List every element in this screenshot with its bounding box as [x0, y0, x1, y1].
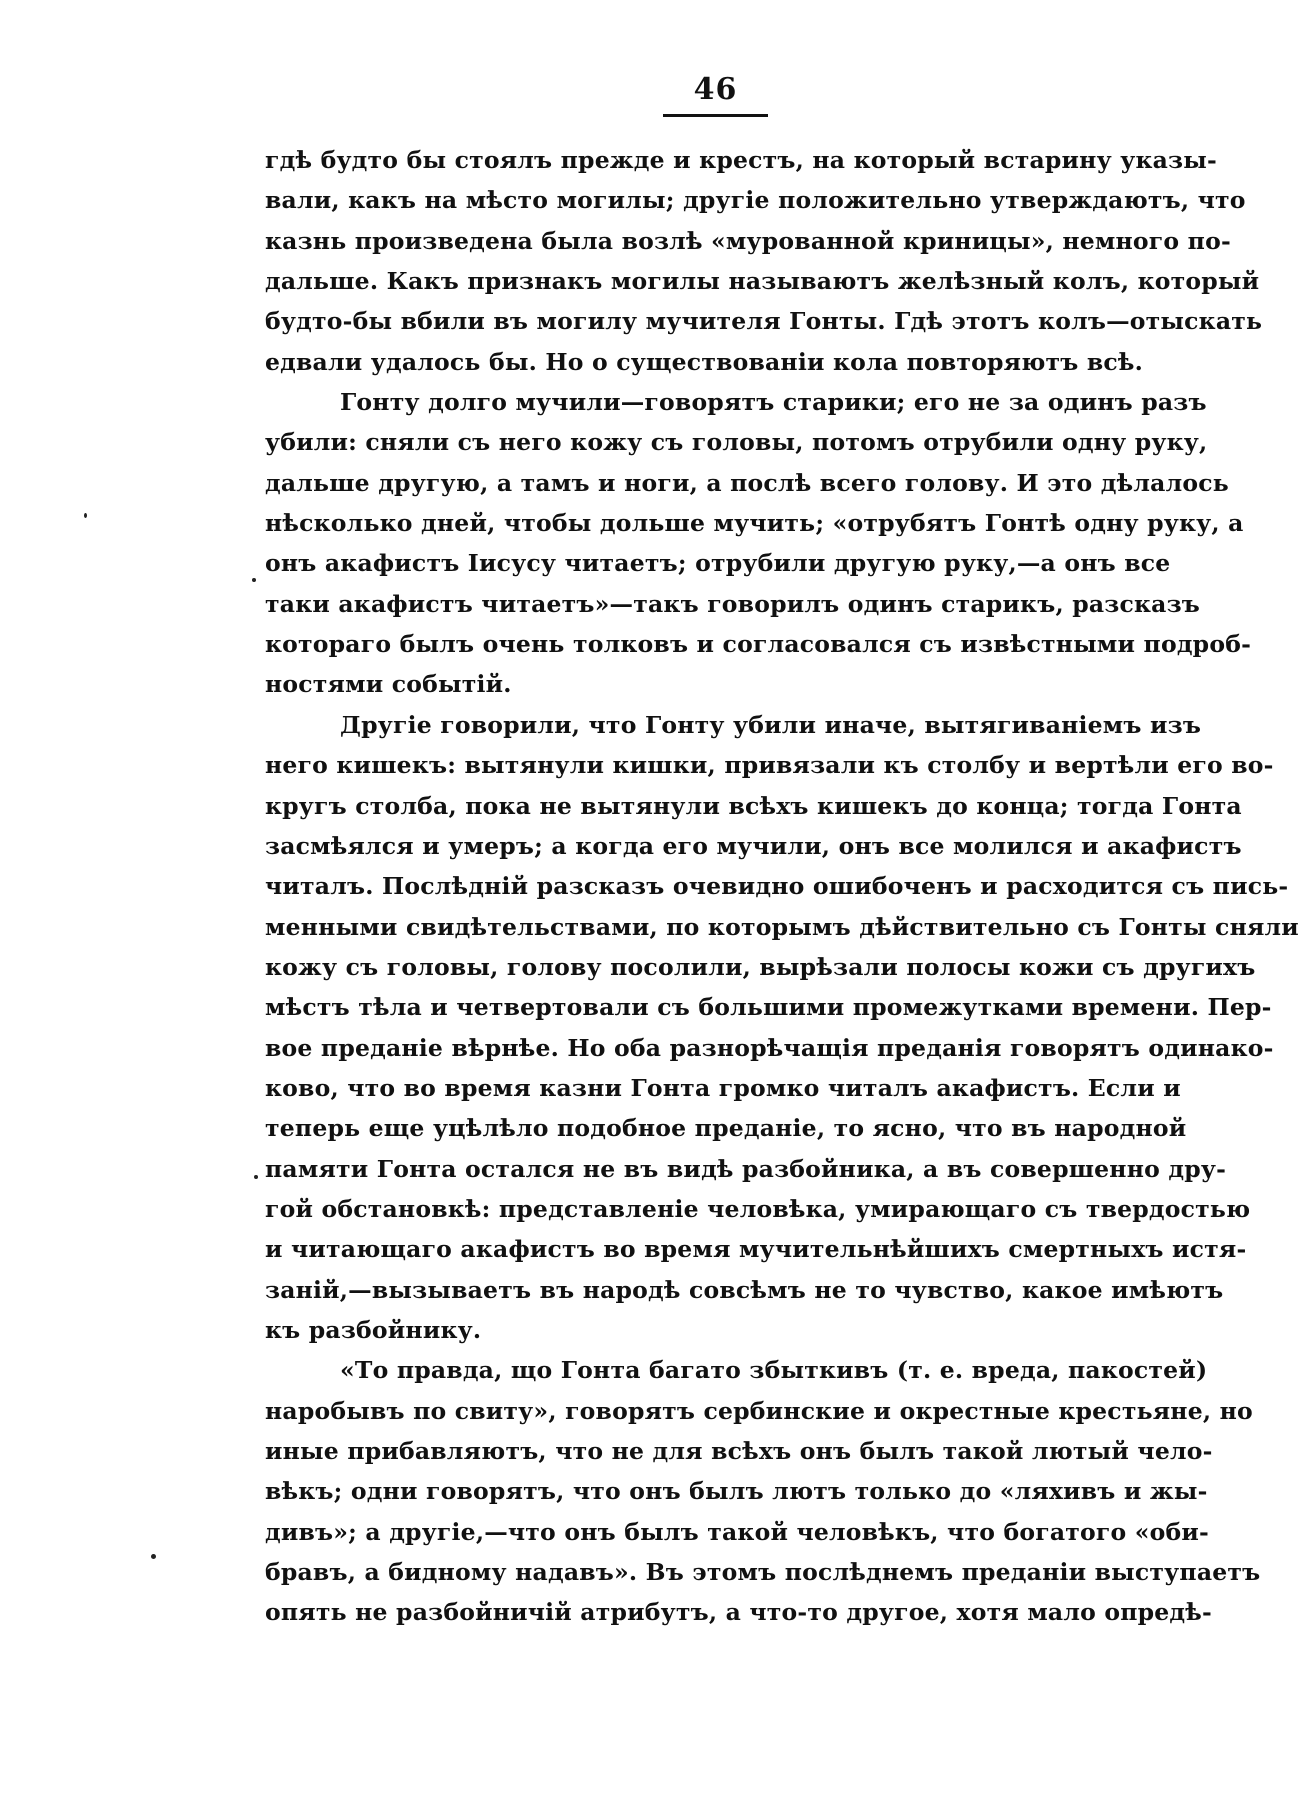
- text-line: бравъ, а бидному надавъ». Въ этомъ послѣднемъ преданіи выступаетъ: [265, 1558, 1261, 1587]
- text-line: заній,—вызываетъ въ народѣ совсѣмъ не то чувство, какое имѣютъ: [265, 1275, 1224, 1304]
- text-line: Гонту долго мучили—говорятъ старики; его не за одинъ разъ: [340, 388, 1207, 417]
- paragraph: [265, 1350, 1261, 1632]
- text-line: него кишекъ: вытянули кишки, привязали къ столбу и вертѣли его во-: [265, 751, 1274, 780]
- text-line: ностями событій.: [265, 670, 512, 699]
- text-line: ково, что во время казни Гонта громко читалъ акафистъ. Если и: [265, 1073, 1181, 1102]
- text-line: едвали удалось бы. Но о существованіи кола повторяютъ всѣ.: [265, 347, 1144, 376]
- text-line: засмѣялся и умеръ; а когда его мучили, онъ все молился и акафистъ: [265, 831, 1242, 860]
- text-line: менными свидѣтельствами, по которымъ дѣйствительно съ Гонты сняли: [265, 912, 1299, 941]
- text-line: онъ акафистъ Іисусу читаетъ; отрубили другую руку,—а онъ все: [265, 549, 1171, 578]
- text-line: памяти Гонта остался не въ видѣ разбойника, а въ совершенно дру-: [265, 1154, 1227, 1183]
- text-line: котораго былъ очень толковъ и согласовался съ извѣстными подроб-: [265, 630, 1252, 659]
- text-line: дальше другую, а тамъ и ноги, а послѣ всего голову. И это дѣлалось: [265, 468, 1229, 497]
- paragraph: [265, 140, 1263, 382]
- text-line: мѣстъ тѣла и четвертовали съ большими промежутками времени. Пер-: [265, 993, 1272, 1022]
- body-text: [265, 140, 1299, 1627]
- text-line: опять не разбойничій атрибутъ, а что-то другое, хотя мало опредѣ-: [265, 1598, 1212, 1627]
- scan-speck: [84, 513, 87, 518]
- text-line: читалъ. Послѣдній разсказъ очевидно ошибоченъ и расходится съ пись-: [265, 872, 1289, 901]
- text-line: иные прибавляютъ, что не для всѣхъ онъ былъ такой лютый чело-: [265, 1437, 1213, 1465]
- text-line: кожу съ головы, голову посолили, вырѣзали полосы кожи съ другихъ: [265, 952, 1256, 981]
- page-number-underline: [663, 114, 768, 117]
- text-line: таки акафистъ читаетъ»—такъ говорилъ одинъ старикъ, разсказъ: [265, 589, 1201, 618]
- text-line: къ разбойнику.: [265, 1315, 482, 1344]
- scan-speck: [252, 578, 256, 582]
- text-line: теперь еще уцѣлѣло подобное преданіе, то ясно, что въ народной: [265, 1114, 1187, 1143]
- paragraph: [265, 705, 1299, 1351]
- text-line: убили: сняли съ него кожу съ головы, потомъ отрубили одну руку,: [265, 428, 1208, 457]
- text-line: гой обстановкѣ: представленіе человѣка, умирающаго съ твердостью: [265, 1194, 1251, 1223]
- text-line: дивъ»; а другіе,—что онъ былъ такой человѣкъ, что богатого «оби-: [265, 1517, 1209, 1546]
- scan-speck: [151, 1554, 156, 1559]
- text-line: вое преданіе вѣрнѣе. Но оба разнорѣчащія преданія говорятъ одинако-: [265, 1033, 1274, 1062]
- text-line: казнь произведена была возлѣ «мурованной криницы», немного по-: [265, 226, 1231, 255]
- scan-speck: [254, 1175, 258, 1179]
- text-line: кругъ столба, пока не вытянули всѣхъ кишекъ до конца; тогда Гонта: [265, 791, 1242, 820]
- text-line: нѣсколько дней, чтобы дольше мучить; «отрубятъ Гонтѣ одну руку, а: [265, 509, 1244, 538]
- text-line: вѣкъ; одни говорятъ, что онъ былъ лютъ только до «ляхивъ и жы-: [265, 1477, 1208, 1506]
- text-line: и читающаго акафистъ во время мучительнѣйшихъ смертныхъ истя-: [265, 1235, 1247, 1264]
- text-line: будто-бы вбили въ могилу мучителя Гонты. Гдѣ этотъ колъ—отыскать: [265, 307, 1263, 336]
- text-line: гдѣ будто бы стоялъ прежде и крестъ, на который встарину указы-: [265, 146, 1217, 174]
- page-number: 46: [693, 72, 738, 107]
- text-line: Другіе говорили, что Гонту убили иначе, вытягиваніемъ изъ: [340, 710, 1202, 739]
- paragraph: [265, 382, 1252, 705]
- text-line: дальше. Какъ признакъ могилы называютъ желѣзный колъ, который: [265, 267, 1260, 296]
- text-line: наробывъ по свиту», говорятъ сербинские и окрестные крестьяне, но: [265, 1396, 1253, 1425]
- text-line: «То правда, що Гонта багато збыткивъ (т. е. вреда, пакостей): [340, 1356, 1208, 1385]
- text-line: вали, какъ на мѣсто могилы; другіе положительно утверждаютъ, что: [265, 186, 1246, 215]
